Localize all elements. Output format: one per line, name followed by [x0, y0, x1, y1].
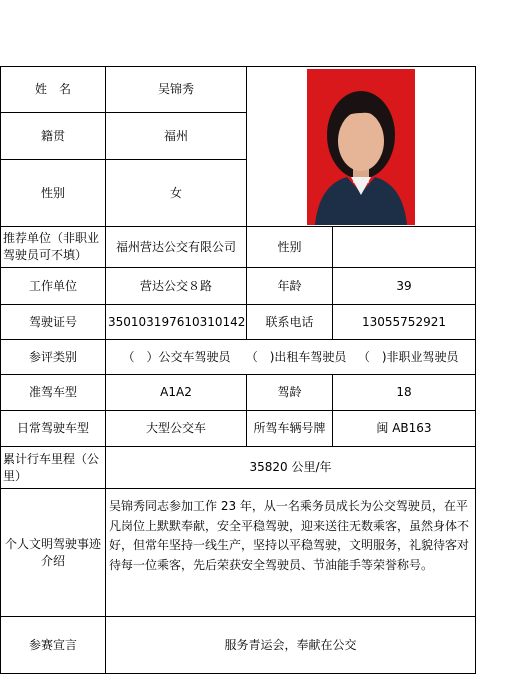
mileage-label: 累计行车里程（公里）: [1, 447, 106, 489]
license-label: 驾驶证号: [1, 305, 106, 340]
intro-label: 个人文明驾驶事迹介绍: [1, 489, 106, 617]
category-label: 参评类别: [1, 340, 106, 375]
driver-registration-form: [0, 66, 475, 673]
category-option-bus[interactable]: （ ）公交车驾驶员: [122, 349, 231, 364]
category-option-taxi[interactable]: （ )出租车驾驶员: [245, 349, 347, 364]
category-options: [106, 340, 476, 375]
recommender-value: 福州营达公交有限公司: [106, 227, 247, 268]
portrait-photo: [307, 69, 415, 225]
work-label: 工作单位: [1, 268, 106, 305]
age-value: 39: [333, 268, 476, 305]
category-option-nonpro[interactable]: （ )非职业驾驶员: [357, 349, 459, 364]
work-value: 营达公交８路: [106, 268, 247, 305]
origin-label: 籍贯: [1, 113, 106, 160]
phone-value: 13055752921: [333, 305, 476, 340]
permit-label: 准驾车型: [1, 375, 106, 411]
gender-value-2: [333, 227, 476, 268]
age-label: 年龄: [247, 268, 333, 305]
gender-label-2: 性别: [247, 227, 333, 268]
gender-value: 女: [106, 160, 247, 227]
permit-value: A1A2: [106, 375, 247, 411]
mileage-value: 35820 公里/年: [106, 447, 476, 489]
plate-label: 所驾车辆号牌: [247, 411, 333, 447]
motto-label: 参赛宣言: [1, 617, 106, 674]
driving-years-value: 18: [333, 375, 476, 411]
intro-text: 吴锦秀同志参加工作 23 年，从一名乘务员成长为公交驾驶员，在平凡岗位上默默奉献，安全平稳驾驶，迎来送往无数乘客，虽然身体不好，但常年坚持一线生产，坚持以平稳驾驶，文明服务，礼貌待客对待每一位乘客，先后荣获安全驾驶员、节油能手等荣誉称号。: [106, 489, 476, 617]
phone-label: 联系电话: [247, 305, 333, 340]
daily-vehicle-value: 大型公交车: [106, 411, 247, 447]
recommender-label: 推荐单位（非职业驾驶员可不填）: [1, 227, 106, 268]
driving-years-label: 驾龄: [247, 375, 333, 411]
license-value: 350103197610310142: [106, 305, 247, 340]
motto-value: 服务青运会，奉献在公交: [106, 617, 476, 674]
name-label: 姓 名: [1, 67, 106, 113]
plate-value: 闽 AB163: [333, 411, 476, 447]
origin-value: 福州: [106, 113, 247, 160]
daily-vehicle-label: 日常驾驶车型: [1, 411, 106, 447]
photo-cell: [247, 67, 476, 227]
gender-label: 性别: [1, 160, 106, 227]
form-table: [0, 66, 476, 674]
name-value: 吴锦秀: [106, 67, 247, 113]
